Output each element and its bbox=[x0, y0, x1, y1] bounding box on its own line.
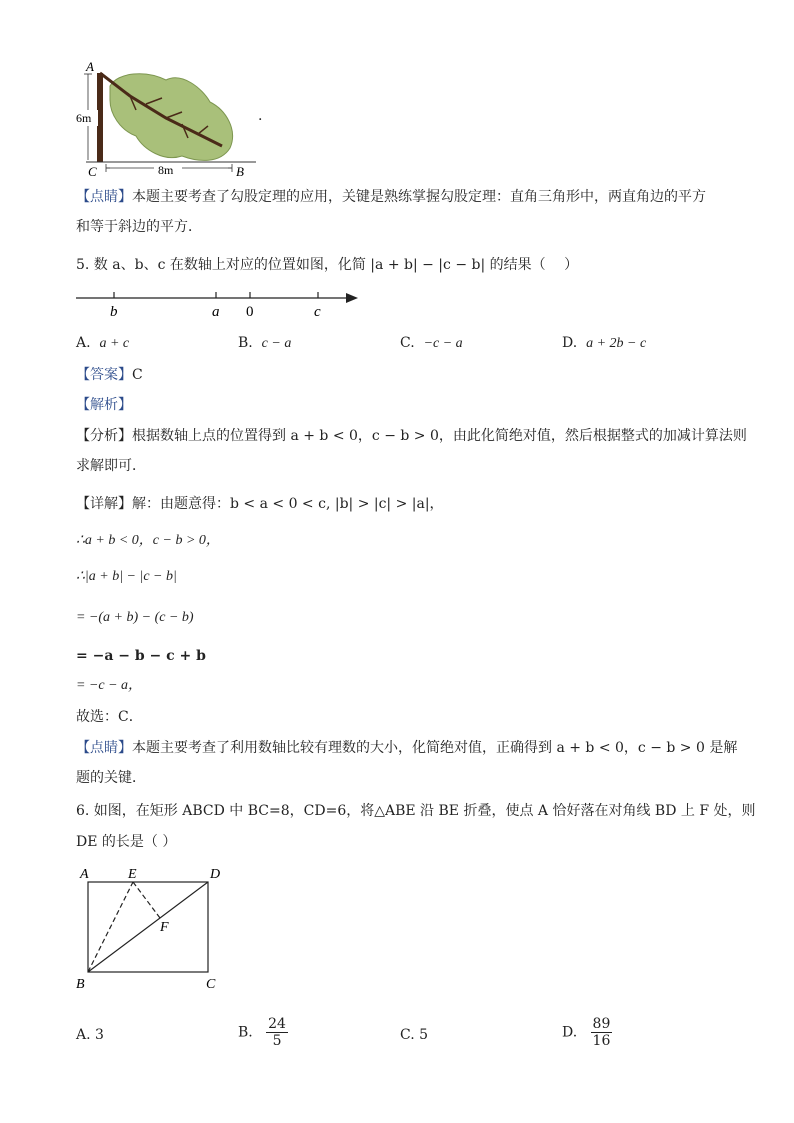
label-rect-F: F bbox=[160, 920, 169, 935]
q5-analysis-tag: 【解析】 bbox=[76, 397, 132, 413]
q4-comment-line2: 和等于斜边的平方． bbox=[76, 219, 202, 235]
q5-comment-tag: 【点睛】 bbox=[76, 740, 132, 756]
fenxi-tag: 【分析】 bbox=[76, 428, 132, 444]
label-B: B bbox=[236, 164, 244, 178]
number-line bbox=[72, 286, 372, 322]
label-rect-B: B bbox=[76, 977, 85, 992]
number-line-label: 0 bbox=[246, 304, 254, 320]
number-line-label: c bbox=[314, 304, 321, 320]
detail-text: 解：由题意得：b < a < 0 < c, |b| > |c| > |a|， bbox=[132, 496, 444, 512]
q6-stem-line2: DE 的长是（ ） bbox=[76, 834, 177, 850]
q5-step-5: = −c − a， bbox=[76, 678, 143, 693]
label-rect-C: C bbox=[206, 977, 216, 992]
q5-fenxi-line1 bbox=[76, 426, 747, 446]
answer-value: C bbox=[132, 367, 143, 383]
q5-step-1: ∴a + b < 0，c − b > 0， bbox=[76, 533, 220, 548]
q5-detail bbox=[76, 494, 444, 514]
q5-comment-line2: 题的关键． bbox=[76, 770, 146, 786]
number-line-label: a bbox=[212, 304, 220, 320]
fraction-89-16: $\frac{89}{16}$ bbox=[592, 1016, 611, 1049]
detail-tag: 【详解】 bbox=[76, 496, 132, 512]
fold-be bbox=[88, 882, 133, 972]
q5-comment-text1: 本题主要考查了利用数轴比较有理数的大小，化简绝对值，正确得到 a + b < 0，c − b > 0 是解 bbox=[132, 740, 738, 756]
q6-option-d: D. $\frac{89}{16}$ bbox=[562, 1016, 611, 1049]
q5-fenxi-line2: 求解即可． bbox=[76, 458, 146, 474]
q6-option-c: C. 5 bbox=[400, 1027, 429, 1043]
figure-period: . bbox=[258, 108, 263, 124]
q6-option-b: B. $\frac{24}{5}$ bbox=[238, 1016, 286, 1049]
label-rect-E: E bbox=[128, 867, 137, 882]
q5-step-3: = −(a + b) − (c − b) bbox=[76, 610, 194, 625]
rectangle-figure bbox=[72, 864, 242, 996]
q4-comment-tag: 【点睛】 bbox=[76, 189, 132, 205]
q5-step-4: = −a − b − c + b bbox=[76, 648, 206, 664]
fraction-24-5: $\frac{24}{5}$ bbox=[268, 1016, 286, 1049]
q5-option-a: A. a + c bbox=[76, 335, 130, 351]
q5-answer bbox=[76, 365, 143, 385]
number-line-label: b bbox=[110, 304, 118, 320]
q6-option-a: A. 3 bbox=[76, 1027, 104, 1043]
q5-step-2: ∴|a + b| − |c − b| bbox=[76, 569, 177, 584]
q5-option-d: D. a + 2b − c bbox=[562, 335, 647, 351]
fold-ef bbox=[133, 882, 160, 918]
label-A: A bbox=[86, 59, 94, 74]
q4-comment-line1 bbox=[76, 187, 706, 207]
label-C: C bbox=[88, 164, 97, 178]
q5-comment-line1 bbox=[76, 738, 737, 758]
q5-option-b: B. c − a bbox=[238, 335, 292, 351]
label-6m: 6m bbox=[76, 111, 92, 125]
answer-tag: 【答案】 bbox=[76, 367, 132, 383]
q5-stem: 5. 数 a、b、c 在数轴上对应的位置如图，化简 |a + b| − |c − b| 的结果（ ） bbox=[76, 257, 579, 273]
diagonal-bd bbox=[88, 882, 208, 972]
q5-choice: 故选：C． bbox=[76, 709, 143, 725]
q5-option-c: C. −c − a bbox=[400, 335, 463, 351]
q6-stem-line1: 6. 如图，在矩形 ABCD 中 BC=8，CD=6，将△ABE 沿 BE 折叠，使点 A 恰好落在对角线 BD 上 F 处，则 bbox=[76, 803, 756, 819]
label-rect-D: D bbox=[210, 867, 221, 882]
label-rect-A: A bbox=[80, 867, 89, 882]
q4-comment-text1: 本题主要考查了勾股定理的应用，关键是熟练掌握勾股定理：直角三角形中，两直角边的平方 bbox=[132, 189, 706, 205]
label-8m: 8m bbox=[158, 163, 174, 177]
tree-figure bbox=[70, 58, 270, 178]
fenxi-text1: 根据数轴上点的位置得到 a + b < 0，c − b > 0，由此化简绝对值，然后根据整式的加减计算法则 bbox=[132, 428, 747, 444]
tree-leaves bbox=[110, 74, 233, 161]
